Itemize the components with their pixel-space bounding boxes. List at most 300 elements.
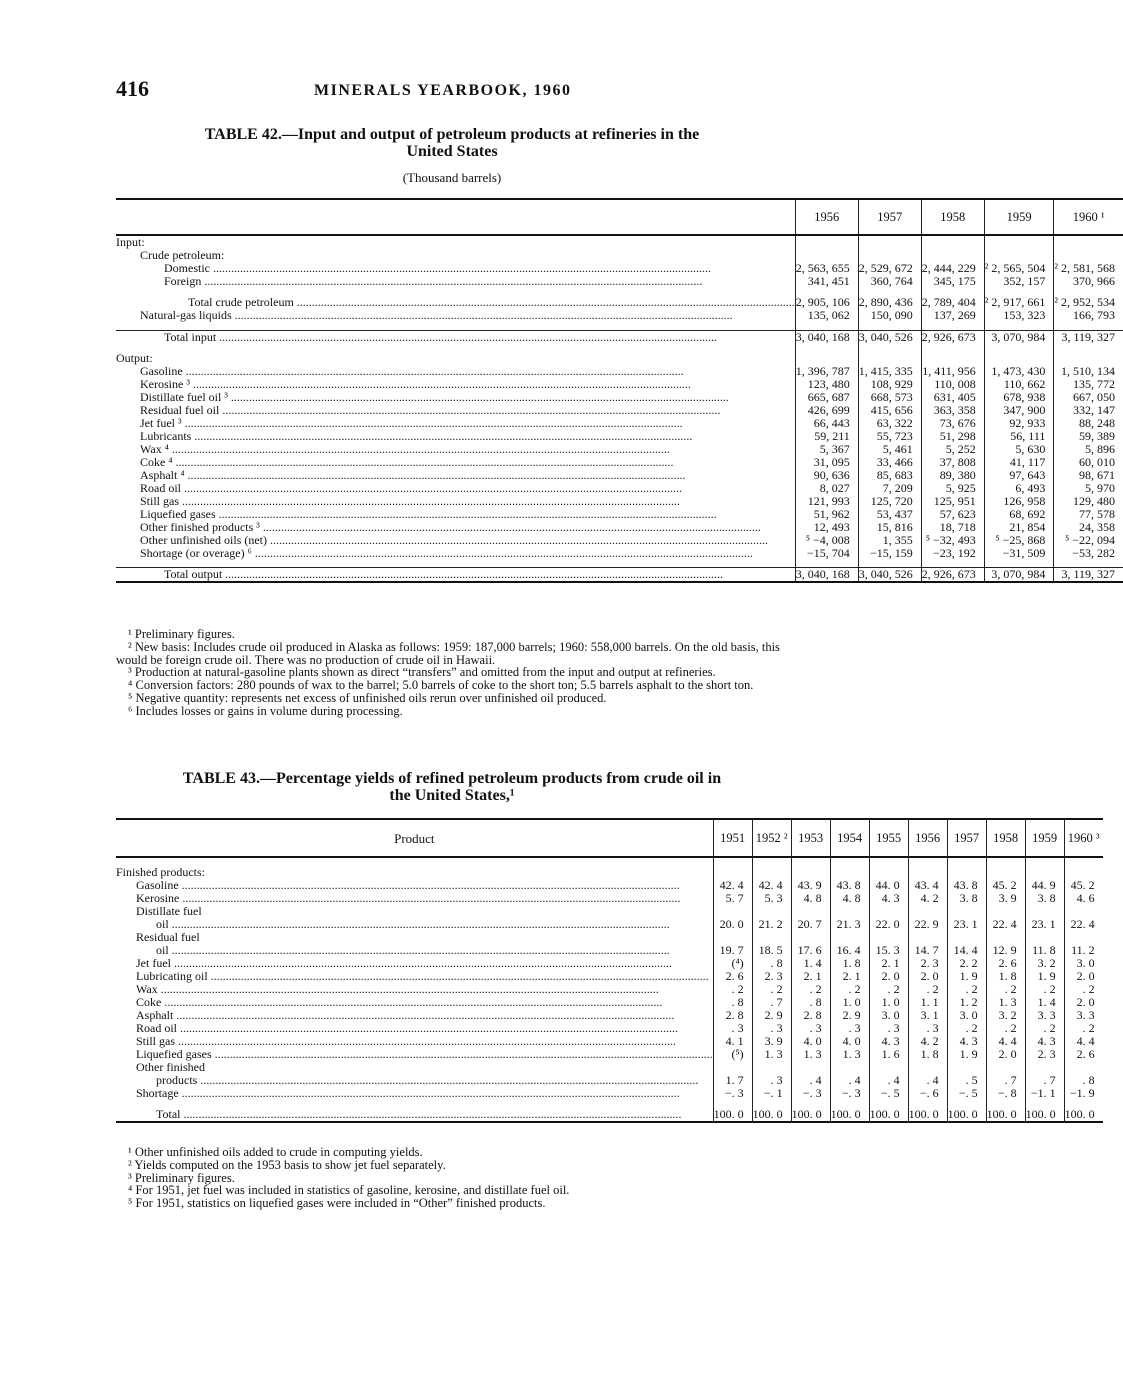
table42-cell: 51, 298	[921, 430, 984, 443]
table42-cell	[858, 322, 921, 330]
table42-row	[116, 568, 1123, 583]
table43-cell: 17. 6	[791, 944, 830, 957]
table42-cell: 2, 529, 672	[858, 262, 921, 275]
table43-cell: 1. 3	[986, 996, 1025, 1009]
table42-cell: 15, 816	[858, 521, 921, 534]
table43-cell: . 2	[947, 1022, 986, 1035]
table43-row-label: Finished products:	[116, 865, 205, 879]
table43-cell: . 4	[908, 1074, 947, 1087]
table43-cell: . 2	[986, 983, 1025, 996]
table42-cell	[858, 235, 921, 249]
table42-cell: 5, 630	[984, 443, 1054, 456]
table43-row	[116, 1048, 1103, 1061]
table42-row	[116, 430, 1123, 443]
table43-row-label: Liquefied gases .....	[116, 1048, 713, 1061]
running-head: MINERALS YEARBOOK, 1960	[314, 82, 572, 99]
table43-col-header: 1960 ³	[1064, 819, 1103, 857]
table42-cell	[921, 322, 984, 330]
table42-footnote: ¹ Preliminary figures.	[128, 627, 235, 641]
table42-cell: 41, 117	[984, 456, 1054, 469]
table43-cell: 1. 9	[947, 1048, 986, 1061]
table42-cell	[984, 344, 1054, 352]
table43-cell: 4. 4	[1064, 1035, 1103, 1048]
table42-unit: (Thousand barrels)	[402, 170, 502, 185]
table43-row-label: Asphalt .....	[116, 1009, 713, 1022]
table43-footnote: ² Yields computed on the 1953 basis to show jet fuel separately.	[128, 1157, 446, 1172]
table42-row-label: Residual fuel oil .....	[116, 404, 795, 417]
table43-cell: . 2	[752, 983, 791, 996]
table43-cell: 1. 8	[986, 970, 1025, 983]
table43-cell: 42. 4	[752, 879, 791, 892]
table43-cell: 1. 9	[947, 970, 986, 983]
table42-cell: 3, 040, 526	[858, 330, 921, 344]
table43-cell: 22. 4	[1064, 918, 1103, 931]
table43-cell: −. 3	[791, 1087, 830, 1100]
table42-row-label: Input:	[116, 235, 145, 249]
table43-cell: 2. 9	[752, 1009, 791, 1022]
table43-row-label: Other finished	[136, 1060, 205, 1074]
table42-cell: 18, 718	[921, 521, 984, 534]
table42-cell: 135, 772	[1054, 378, 1123, 391]
table42-row-label: Gasoline .....	[116, 365, 795, 378]
table43-cell: 12. 9	[986, 944, 1025, 957]
table42-cell: 59, 389	[1054, 430, 1123, 443]
table42-row-label: Coke ⁴ .....	[116, 456, 795, 469]
table43-cell	[713, 857, 752, 879]
table42-cell: 2, 890, 436	[858, 296, 921, 309]
table43-cell: 2. 0	[1064, 996, 1103, 1009]
table43-cell: . 3	[869, 1022, 908, 1035]
table42-cell	[1054, 344, 1123, 352]
table42-cell: 166, 793	[1054, 309, 1123, 322]
table43-cell: 11. 8	[1025, 944, 1064, 957]
table42-cell: 1, 355	[858, 534, 921, 547]
table43-cell: −1. 1	[1025, 1087, 1064, 1100]
table43-row-label: Gasoline .....	[116, 879, 713, 892]
table43-product-header: Product	[394, 830, 435, 846]
table43-cell: 3. 1	[908, 1009, 947, 1022]
table43-footnote: ⁴ For 1951, jet fuel was included in statistics of gasoline, kerosine, and distillate fuel oil.	[128, 1183, 570, 1198]
table43-cell: 4. 3	[1025, 1035, 1064, 1048]
table42-cell: 66, 443	[795, 417, 858, 430]
table42-row	[116, 443, 1123, 456]
table43-cell: . 4	[791, 1074, 830, 1087]
table42-cell: 5, 252	[921, 443, 984, 456]
table43-cell: 22. 0	[869, 918, 908, 931]
table43-cell: 21. 3	[830, 918, 869, 931]
table43-cell: 42. 4	[713, 879, 752, 892]
table42-cell: 363, 358	[921, 404, 984, 417]
table42-cell: −23, 192	[921, 547, 984, 560]
table42-col-header: 1960 ¹	[1054, 199, 1123, 235]
table42-cell: 3, 070, 984	[984, 330, 1054, 344]
table42-col-header: 1959	[984, 199, 1054, 235]
table42-cell	[984, 352, 1054, 365]
table43-cell: 2. 8	[713, 1009, 752, 1022]
table43-cell: 4. 3	[869, 892, 908, 905]
table42-row-label: Distillate fuel oil ³ .....	[116, 391, 795, 404]
table43-cell: 2. 0	[869, 970, 908, 983]
table42-cell: 426, 699	[795, 404, 858, 417]
table42-cell: 2, 926, 673	[921, 568, 984, 583]
table43-col-header: 1951	[713, 819, 752, 857]
table43-title-line2: the United States,¹	[389, 787, 515, 804]
table42-row-label: Total input .....	[116, 330, 795, 344]
table43-cell: . 2	[869, 983, 908, 996]
table43-cell: −. 8	[986, 1087, 1025, 1100]
table42-footnote: ⁵ Negative quantity: represents net excess of unfinished oils rerun over unfinished oil produced.	[128, 690, 607, 705]
table42-cell: 121, 993	[795, 495, 858, 508]
table43-cell: 15. 3	[869, 944, 908, 957]
table42-cell: 73, 676	[921, 417, 984, 430]
table42-cell: 129, 480	[1054, 495, 1123, 508]
table42-cell	[795, 352, 858, 365]
table43-cell: . 2	[791, 983, 830, 996]
table43-cell: 100. 0	[869, 1108, 908, 1122]
table42-cell: 370, 966	[1054, 275, 1123, 288]
table42-cell: 1, 396, 787	[795, 365, 858, 378]
table43-cell: 4. 0	[791, 1035, 830, 1048]
table42-footnotes	[116, 628, 788, 718]
table43-cell: 2. 0	[1064, 970, 1103, 983]
table42-cell: 1, 473, 430	[984, 365, 1054, 378]
table43-cell: 4. 1	[713, 1035, 752, 1048]
table43-cell: 2. 0	[986, 1048, 1025, 1061]
table42-cell: 5, 461	[858, 443, 921, 456]
table43-cell: 1. 4	[791, 957, 830, 970]
table42-cell: 123, 480	[795, 378, 858, 391]
table43-cell: −. 1	[752, 1087, 791, 1100]
table42-cell	[921, 344, 984, 352]
table42-cell: −31, 509	[984, 547, 1054, 560]
table42-cell: 2, 789, 404	[921, 296, 984, 309]
table42-footnote: ⁴ Conversion factors: 280 pounds of wax to the barrel; 5.0 barrels of coke to the short ton; 5.5 barrels asphalt to the short ton.	[128, 678, 754, 693]
table42-cell: 31, 095	[795, 456, 858, 469]
table43-cell	[1025, 857, 1064, 879]
table42-cell: 33, 466	[858, 456, 921, 469]
table42-row-label: Kerosine ³ .....	[116, 378, 795, 391]
table42-cell: 97, 643	[984, 469, 1054, 482]
table42-cell: 37, 808	[921, 456, 984, 469]
table43-cell: 1. 8	[908, 1048, 947, 1061]
table42-row-label: Other finished products ³ .....	[116, 521, 795, 534]
table43-cell: . 2	[947, 983, 986, 996]
table43-cell: 3. 8	[1025, 892, 1064, 905]
table43-cell: −. 5	[947, 1087, 986, 1100]
table42-cell: 3, 119, 327	[1054, 330, 1123, 344]
table42-cell: −15, 159	[858, 547, 921, 560]
table43-cell	[830, 857, 869, 879]
table43-cell: 2. 2	[947, 957, 986, 970]
table42-row-label: Foreign .....	[116, 275, 795, 288]
table42-cell: 90, 636	[795, 469, 858, 482]
table43-cell: . 3	[713, 1022, 752, 1035]
table43-cell: 11. 2	[1064, 944, 1103, 957]
table42-cell: 85, 683	[858, 469, 921, 482]
table43-cell: 19. 7	[713, 944, 752, 957]
table43-cell: . 7	[1025, 1074, 1064, 1087]
table43-cell: 3. 0	[869, 1009, 908, 1022]
table42-cell: 68, 692	[984, 508, 1054, 521]
table43-cell: 2. 6	[1064, 1048, 1103, 1061]
table43-cell: 21. 2	[752, 918, 791, 931]
table43-cell: 100. 0	[947, 1108, 986, 1122]
table43-cell: . 2	[713, 983, 752, 996]
table43-cell: 1. 7	[713, 1074, 752, 1087]
table43-col-header: 1956	[908, 819, 947, 857]
table42-cell: 3, 070, 984	[984, 568, 1054, 583]
table43-cell: 23. 1	[947, 918, 986, 931]
table42-cell	[921, 352, 984, 365]
table43-cell: 2. 3	[908, 957, 947, 970]
table42-cell: 1, 411, 956	[921, 365, 984, 378]
table43-cell	[752, 857, 791, 879]
table42-row	[116, 235, 1123, 249]
table42-cell: 24, 358	[1054, 521, 1123, 534]
table43-cell: 43. 9	[791, 879, 830, 892]
table43-cell: 1. 6	[869, 1048, 908, 1061]
table42-row-label: Asphalt ⁴ .....	[116, 469, 795, 482]
table42-cell: 3, 040, 168	[795, 568, 858, 583]
table42-cell: 2, 905, 106	[795, 296, 858, 309]
table43-cell	[986, 857, 1025, 879]
table42-corner	[116, 199, 795, 235]
table43-title-line1: TABLE 43.—Percentage yields of refined petroleum products from crude oil in	[182, 770, 722, 787]
table42-row-label: Road oil .....	[116, 482, 795, 495]
table42-cell: 53, 437	[858, 508, 921, 521]
table43-cell: 4. 2	[908, 892, 947, 905]
table42-row	[116, 322, 1123, 330]
table43-body	[116, 857, 1103, 1122]
table42-row	[116, 344, 1123, 352]
table42-cell: 125, 951	[921, 495, 984, 508]
table43-cell: . 7	[752, 996, 791, 1009]
table43-cell: . 2	[830, 983, 869, 996]
table43-cell: −. 5	[869, 1087, 908, 1100]
table42-row-label: Crude petroleum:	[140, 248, 225, 262]
table43-col-header: 1959	[1025, 819, 1064, 857]
table42-row-label	[116, 322, 795, 330]
table42-cell	[1054, 352, 1123, 365]
table42-cell: 6, 493	[984, 482, 1054, 495]
table42-cell: 126, 958	[984, 495, 1054, 508]
table43-cell: 14. 4	[947, 944, 986, 957]
table42-cell: ² 2, 581, 568	[1054, 262, 1123, 275]
table43-cell: 3. 3	[1025, 1009, 1064, 1022]
table42-row	[116, 404, 1123, 417]
table42-row	[116, 508, 1123, 521]
table43-cell: . 3	[752, 1074, 791, 1087]
table42-row-label: Shortage (or overage) ⁶ .....	[116, 547, 795, 560]
table43-cell: . 7	[986, 1074, 1025, 1087]
table43-cell: 2. 1	[830, 970, 869, 983]
table42-cell: 360, 764	[858, 275, 921, 288]
table43-cell: 23. 1	[1025, 918, 1064, 931]
table42-cell	[795, 344, 858, 352]
table42-cell	[984, 235, 1054, 249]
table43-row-label: Residual fuel	[136, 930, 200, 944]
table43-cell: 2. 6	[713, 970, 752, 983]
table42-cell: 77, 578	[1054, 508, 1123, 521]
table43-cell: 18. 5	[752, 944, 791, 957]
table42-cell: 5, 367	[795, 443, 858, 456]
table42-cell: 150, 090	[858, 309, 921, 322]
table43-cell: 100. 0	[908, 1108, 947, 1122]
table43-cell: 1. 0	[869, 996, 908, 1009]
table43-row-label: Lubricating oil .....	[116, 970, 713, 983]
table42-cell	[795, 322, 858, 330]
table42-row-label: Jet fuel ³ .....	[116, 417, 795, 430]
table42-row-label: Other unfinished oils (net) .....	[116, 534, 795, 547]
table43-cell: 44. 0	[869, 879, 908, 892]
table43-cell: 3. 0	[947, 1009, 986, 1022]
table43-cell: −. 3	[713, 1087, 752, 1100]
table43-cell: 45. 2	[986, 879, 1025, 892]
table42-cell: 5, 970	[1054, 482, 1123, 495]
table43-row	[116, 857, 1103, 879]
table43-footnote: ¹ Other unfinished oils added to crude in computing yields.	[128, 1145, 423, 1159]
table42-cell: 59, 211	[795, 430, 858, 443]
table43-cell: . 2	[986, 1022, 1025, 1035]
table43-cell: 1. 8	[830, 957, 869, 970]
table43-cell: 3. 3	[1064, 1009, 1103, 1022]
table42-cell: 135, 062	[795, 309, 858, 322]
table43-cell: 2. 1	[869, 957, 908, 970]
table43-cell: 43. 4	[908, 879, 947, 892]
table42-cell	[1054, 322, 1123, 330]
table43-cell: −. 3	[830, 1087, 869, 1100]
table42-row-label: Total crude petroleum .....	[116, 296, 795, 309]
table42-cell: 98, 671	[1054, 469, 1123, 482]
table42-cell: 21, 854	[984, 521, 1054, 534]
table43-cell: . 2	[1064, 983, 1103, 996]
table43-cell: 2. 9	[830, 1009, 869, 1022]
table43-cell: 14. 7	[908, 944, 947, 957]
table43-cell: 22. 9	[908, 918, 947, 931]
table43-row-label: Total .....	[116, 1108, 713, 1122]
table43-cell: . 8	[752, 957, 791, 970]
table43-cell: . 4	[830, 1074, 869, 1087]
table43-row-label: Road oil .....	[116, 1022, 713, 1035]
table42-cell: 668, 573	[858, 391, 921, 404]
table42-cell: 92, 933	[984, 417, 1054, 430]
table43-cell	[1064, 857, 1103, 879]
table42-cell: 51, 962	[795, 508, 858, 521]
table43-cell: 100. 0	[791, 1108, 830, 1122]
table42-cell: ⁵ −32, 493	[921, 534, 984, 547]
table42-cell: 108, 929	[858, 378, 921, 391]
table42-cell: 2, 563, 655	[795, 262, 858, 275]
table42-row	[116, 391, 1123, 404]
table43-cell: 2. 3	[752, 970, 791, 983]
table43-cell: 20. 0	[713, 918, 752, 931]
table43-cell: . 3	[752, 1022, 791, 1035]
table43-cell: 1. 4	[1025, 996, 1064, 1009]
page-number: 416	[116, 76, 149, 101]
table43-cell: 1. 0	[830, 996, 869, 1009]
table43-row-label: Still gas .....	[116, 1035, 713, 1048]
table43-cell: 4. 2	[908, 1035, 947, 1048]
table42-cell: 345, 175	[921, 275, 984, 288]
table42-row	[116, 417, 1123, 430]
table43-cell: . 8	[713, 996, 752, 1009]
table43-cell: 2. 0	[908, 970, 947, 983]
table42-row	[116, 547, 1123, 560]
table42-cell: 415, 656	[858, 404, 921, 417]
table42-row	[116, 330, 1123, 344]
table42-cell: 88, 248	[1054, 417, 1123, 430]
table43-cell: 2. 3	[1025, 1048, 1064, 1061]
table43-row-label: Coke .....	[116, 996, 713, 1009]
table42-cell: 63, 322	[858, 417, 921, 430]
table42-row	[116, 482, 1123, 495]
table42-cell: 678, 938	[984, 391, 1054, 404]
table42-cell	[858, 352, 921, 365]
table43-cell: . 8	[1064, 1074, 1103, 1087]
table43-title	[116, 770, 788, 804]
table43-cell: 3. 9	[752, 1035, 791, 1048]
table42-row	[116, 275, 1123, 288]
table42-cell: 110, 008	[921, 378, 984, 391]
table43-cell: 44. 9	[1025, 879, 1064, 892]
table42-cell: 8, 027	[795, 482, 858, 495]
table43-cell: . 2	[1025, 983, 1064, 996]
table42-cell: 341, 451	[795, 275, 858, 288]
table43-col-header: 1953	[791, 819, 830, 857]
table43-cell: 3. 2	[1025, 957, 1064, 970]
table42-cell: 347, 900	[984, 404, 1054, 417]
table43-cell: 4. 3	[947, 1035, 986, 1048]
table43-cell: 22. 4	[986, 918, 1025, 931]
table42-row-label: Natural-gas liquids .....	[116, 309, 795, 322]
table42-cell: ² 2, 917, 661	[984, 296, 1054, 309]
table42-header-row	[116, 199, 1123, 235]
table43-cell	[869, 857, 908, 879]
table42-cell: −53, 282	[1054, 547, 1123, 560]
table43-cell: 100. 0	[713, 1108, 752, 1122]
table43-cell: 100. 0	[1064, 1108, 1103, 1122]
table43-row-label: Kerosine .....	[116, 892, 713, 905]
table43-row-label: Jet fuel .....	[116, 957, 713, 970]
table42-cell: ² 2, 565, 504	[984, 262, 1054, 275]
table43-cell: 1. 1	[908, 996, 947, 1009]
table42-row-label: Domestic .....	[116, 262, 795, 275]
table42-cell: 137, 269	[921, 309, 984, 322]
table43-cell: 100. 0	[1025, 1108, 1064, 1122]
table42-cell: 125, 720	[858, 495, 921, 508]
table42-cell: 352, 157	[984, 275, 1054, 288]
table43-row-label: oil .....	[116, 918, 713, 931]
table42-cell: 3, 040, 526	[858, 568, 921, 583]
table43-col-header: 1957	[947, 819, 986, 857]
table43-row	[116, 1108, 1103, 1122]
table42-cell: 2, 926, 673	[921, 330, 984, 344]
table42	[116, 198, 1123, 583]
table43-cell: 3. 2	[986, 1009, 1025, 1022]
table43-cell: −1. 9	[1064, 1087, 1103, 1100]
table43-footnote: ⁵ For 1951, statistics on liquefied gases were included in “Other” finished products.	[128, 1196, 546, 1211]
table43-cell: (⁴)	[713, 957, 752, 970]
table43-cell: 100. 0	[830, 1108, 869, 1122]
table42-title-line2: United States	[406, 143, 498, 160]
table42-cell: 667, 050	[1054, 391, 1123, 404]
table42-col-header: 1957	[858, 199, 921, 235]
table43-row-label: Distillate fuel	[136, 904, 202, 918]
table43-cell: 16. 4	[830, 944, 869, 957]
table43-cell: 4. 8	[830, 892, 869, 905]
table43-row	[116, 892, 1103, 905]
table43-cell: 5. 7	[713, 892, 752, 905]
